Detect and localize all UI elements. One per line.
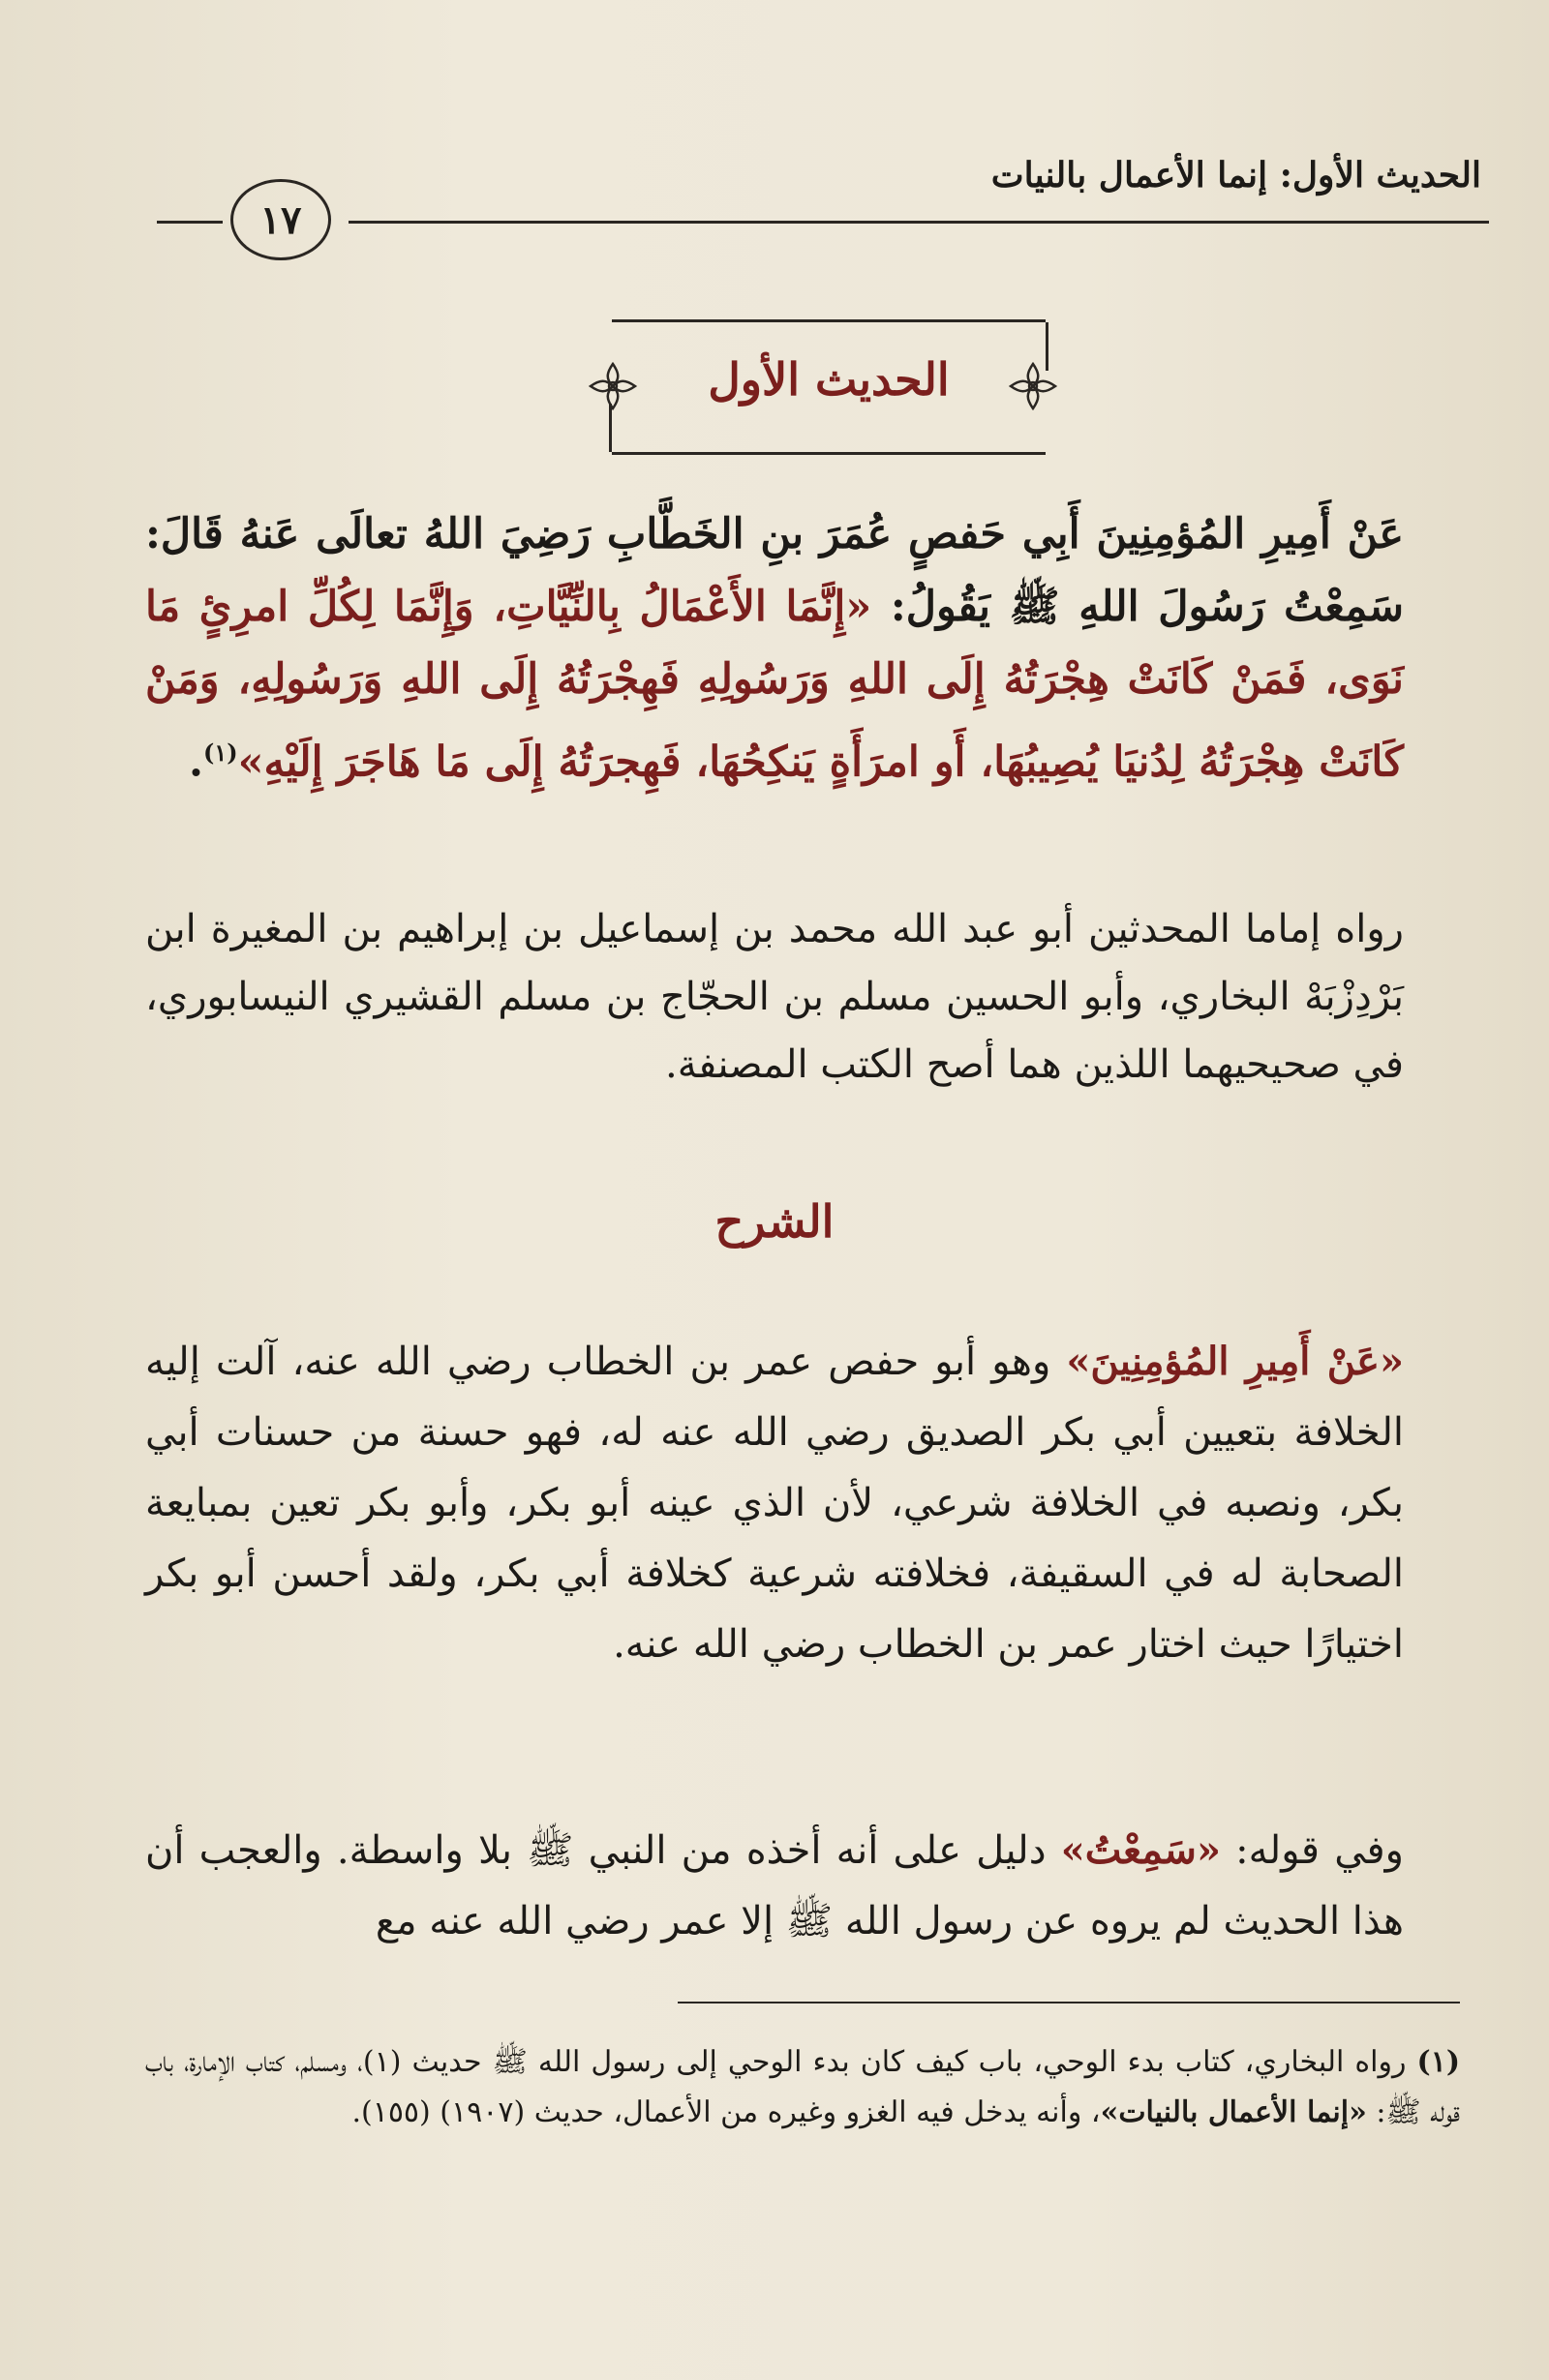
commentary-quote: «عَنْ أَمِيرِ المُؤمِنِينَ» — [1066, 1339, 1405, 1384]
footnote-text: ، وأنه يدخل فيه الغزو وغيره من الأعمال، حديث (١٩٠٧) (١٥٥). — [351, 2095, 1101, 2129]
narration-paragraph: رواه إماما المحدثين أبو عبد الله محمد بن إسماعيل بن إبراهيم بن المغيرة ابن بَرْدِزْبَهْ البخاري، وأبو الحسين مسلم بن الحجّاج بن مسلم القشيري النيسابوري، في صحيحيهما اللذين هما أصح الكتب المصنفة. — [145, 907, 1404, 1087]
ornament-icon — [587, 360, 639, 412]
page-number: ١٧ — [230, 179, 331, 260]
commentary-text: وهو أبو حفص عمر بن الخطاب رضي الله عنه، آلت إليه الخلافة بتعيين أبي بكر الصديق رضي الله عنه له، فهو حسنة من حسنات أبي بكر، ونصبه في الخلافة شرعي، لأن الذي عينه أبو بكر، وأبو بكر تعين بمبايعة الصحابة له في السقيفة، فخلافته شرعية كخلافة أبي بكر، ولقد أحسن أبو بكر اختيارًا حيث اختار عمر بن الخطاب رضي الله عنه. — [145, 1340, 1404, 1667]
running-title: الحديث الأول: إنما الأعمال بالنيات — [990, 155, 1481, 196]
ornament-icon — [1007, 360, 1059, 412]
commentary-paragraph-2 — [145, 1815, 1404, 1957]
header-rule-short — [157, 221, 223, 224]
hadith-end: . — [188, 738, 203, 787]
footnote-reference: (١) — [202, 738, 238, 767]
footnote-number: (١) — [1416, 2045, 1461, 2079]
commentary-title: الشرح — [714, 1195, 835, 1248]
commentary-text: دليل على أنه أخذه من النبي ﷺ بلا واسطة. والعجب أن هذا الحديث لم يروه عن رسول الله ﷺ إلا عمر رضي الله عنه مع — [145, 1828, 1404, 1943]
hadith-text — [145, 498, 1404, 798]
header-rule — [349, 221, 1489, 224]
footnote-text: رواه البخاري، كتاب بدء الوحي، باب كيف كان بدء الوحي إلى رسول الله ﷺ حديث (١)، ومسلم، كتاب الإمارة، باب قوله ﷺ: — [145, 2045, 1460, 2129]
footnote-rule — [678, 2002, 1460, 2003]
footnote — [145, 2037, 1460, 2138]
commentary-text: وفي قوله: — [1220, 1828, 1404, 1873]
hadith-intro: عَنْ أَمِيرِ المُؤمِنِينَ أَبِي حَفصٍ عُمَرَ بنِ الخَطَّابِ رَضِيَ اللهُ تعالَى عَنهُ قَالَ: سَمِعْتُ رَسُولَ اللهِ ﷺ يَقُولُ: — [145, 510, 1404, 631]
commentary-quote: «سَمِعْتُ» — [1060, 1827, 1221, 1873]
chapter-title: الحديث الأول — [708, 353, 950, 406]
commentary-paragraph-1 — [145, 1326, 1404, 1680]
footnote-quote: «إنما الأعمال بالنيات» — [1100, 2095, 1367, 2129]
hadith-prophet-speech: «إِنَّمَا الأَعْمَالُ بِالنِّيَّاتِ، وَإِنَّمَا لِكُلِّ امرِئٍ مَا نَوَى، فَمَنْ كَانَتْ هِجْرَتُهُ إِلَى اللهِ وَرَسُولِهِ فَهِجْرَتُهُ إِلَى اللهِ وَرَسُولِهِ، وَمَنْ كَانَتْ هِجْرَتُهُ لِدُنيَا يُصِيبُهَا، أَو امرَأَةٍ يَنكِحُهَا، فَهِجرَتُهُ إِلَى مَا هَاجَرَ إِلَيْهِ» — [145, 583, 1404, 787]
